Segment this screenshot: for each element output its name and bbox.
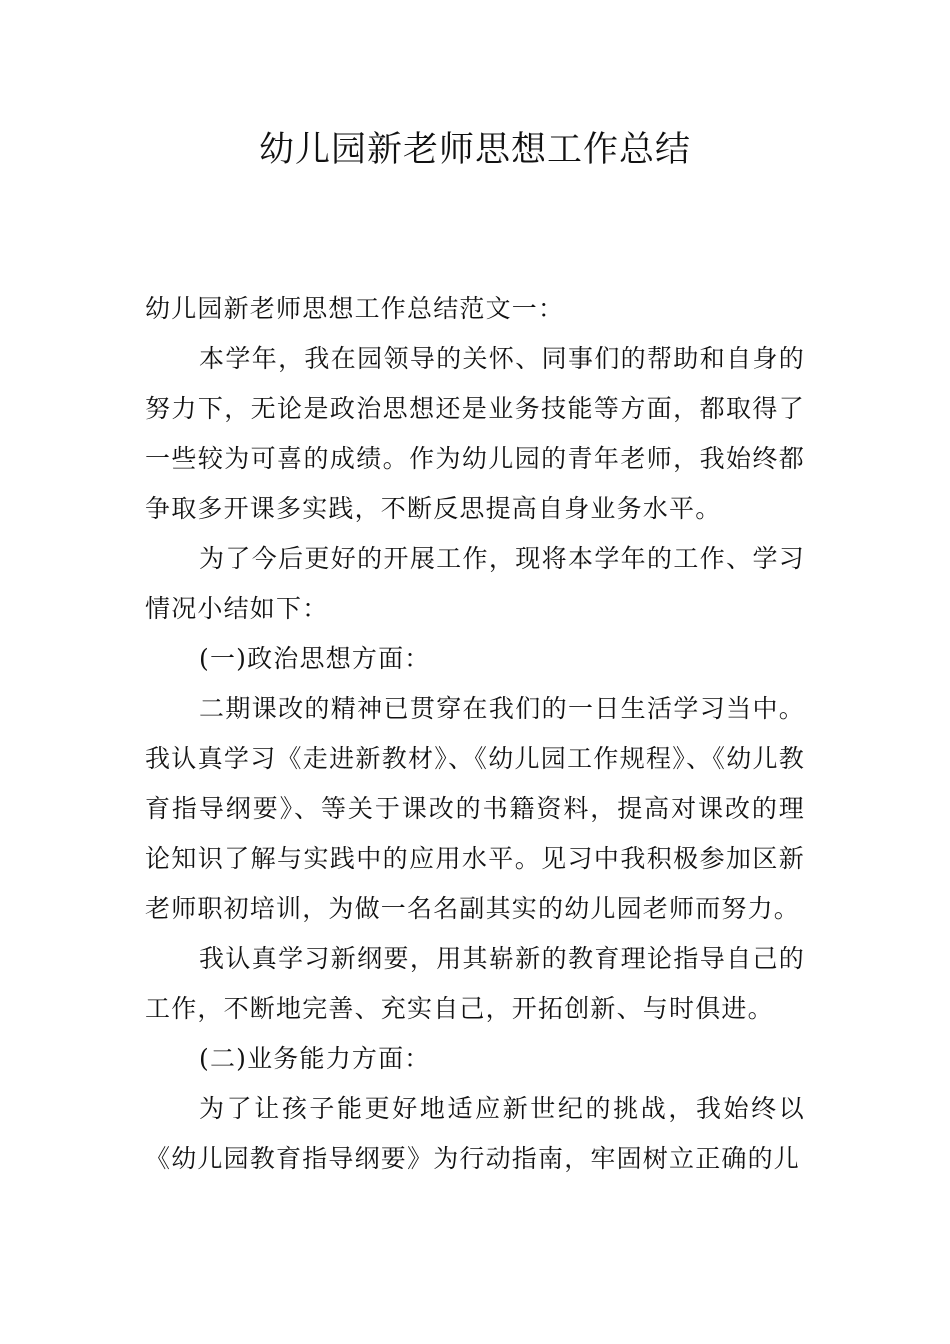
- paragraph: 为了让孩子能更好地适应新世纪的挑战，我始终以《幼儿园教育指导纲要》为行动指南，牢固树立正确的儿: [145, 1094, 805, 1173]
- document-title: 幼儿园新老师思想工作总结: [258, 130, 691, 170]
- section-heading: (一)政治思想方面：: [199, 644, 431, 673]
- paragraph: 我认真学习新纲要，用其崭新的教育理论指导自己的工作，不断地完善、充实自己，开拓创新、与时俱进。: [145, 944, 805, 1023]
- paragraph: 为了今后更好的开展工作，现将本学年的工作、学习情况小结如下：: [145, 544, 805, 623]
- section-heading: (二)业务能力方面：: [199, 1044, 431, 1073]
- document-body: [145, 284, 805, 1184]
- paragraph: 幼儿园新老师思想工作总结范文一：: [145, 294, 565, 323]
- paragraph: 二期课改的精神已贯穿在我们的一日生活学习当中。我认真学习《走进新教材》、《幼儿园工作规程》、《幼儿教育指导纲要》、等关于课改的书籍资料，提高对课改的理论知识了解与实践中的应用水平。见习中我积极参加区新老师职初培训，为做一名名副其实的幼儿园老师而努力。: [145, 694, 805, 923]
- paragraph: 本学年，我在园领导的关怀、同事们的帮助和自身的努力下，无论是政治思想还是业务技能等方面，都取得了一些较为可喜的成绩。作为幼儿园的青年老师，我始终都争取多开课多实践，不断反思提高自身业务水平。: [145, 344, 805, 523]
